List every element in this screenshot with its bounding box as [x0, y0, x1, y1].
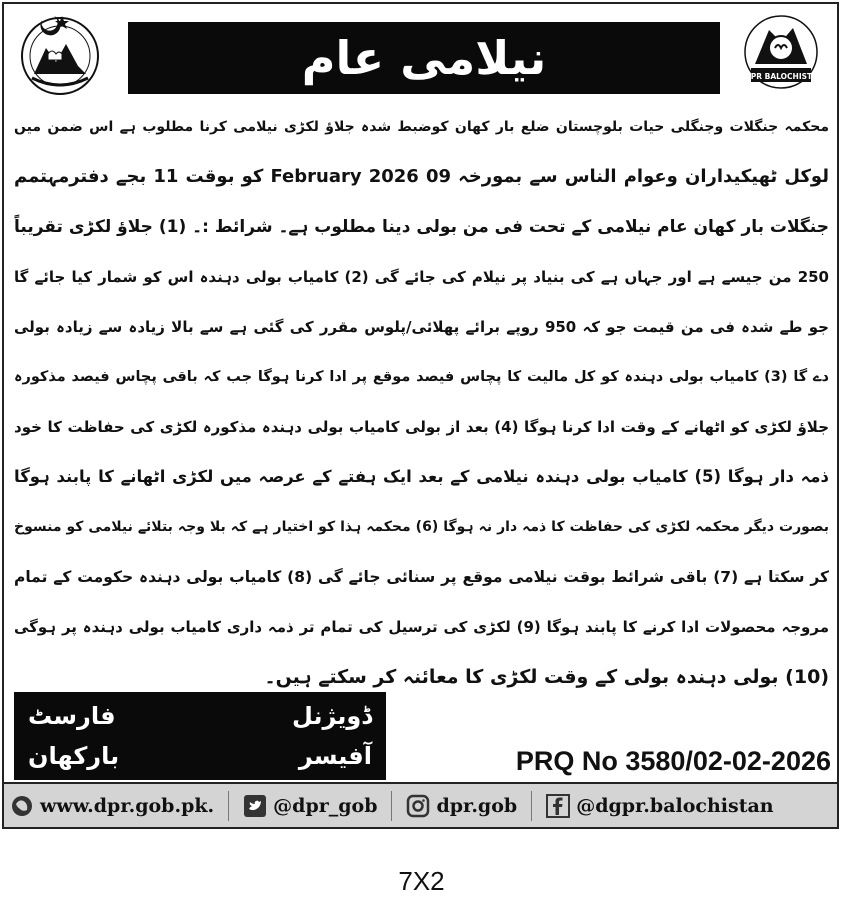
ad-size-label: 7X2 — [398, 866, 445, 896]
notice-line: مروجہ محصولات ادا کرنے کا پابند ہوگا (9) لکڑی کی ترسیل کی تمام تر ذمہ داری کامیاب بولی دہندہ پر ہوگی — [14, 618, 829, 636]
twitter-icon — [243, 794, 267, 818]
prq-number: PRQ No 3580/02-02-2026 — [515, 746, 831, 776]
globe-icon — [10, 794, 34, 818]
instagram-icon — [406, 794, 430, 818]
twitter-text: @dpr_gob — [273, 794, 378, 817]
signatory-block — [14, 692, 386, 780]
signatory-line-1: ڈویژنل فارسٹ — [28, 702, 372, 730]
notice-body — [14, 102, 829, 702]
facebook-text: @dgpr.balochistan — [576, 794, 774, 817]
website-link[interactable] — [10, 794, 214, 818]
footer-divider — [228, 791, 229, 821]
notice-line: جو طے شدہ فی من قیمت جو کہ 950 روپے برائے پھلائی/پلوس مقرر کی گئی ہے سے بالا زیادہ سے زیادہ بولی — [14, 318, 829, 336]
facebook-icon — [546, 794, 570, 818]
header — [4, 4, 837, 100]
balochistan-emblem-icon — [12, 8, 108, 100]
notice-line: جنگلات بار کھان عام نیلامی کے تحت فی من بولی دینا مطلوب ہے۔ شرائط :۔ (1) جلاؤ لکڑی تقریباً — [14, 217, 829, 237]
footer-divider — [391, 791, 392, 821]
advertisement-frame — [2, 2, 839, 829]
facebook-link[interactable] — [546, 794, 773, 818]
dgpr-logo-icon — [733, 8, 829, 100]
notice-line: کر سکتا ہے (7) باقی شرائط بوقت نیلامی موقع پر سنائی جائے گی (8) کامیاب بولی دہندہ حکومت کے تمام — [14, 568, 829, 586]
notice-line: دے گا (3) کامیاب بولی دہندہ کو کل مالیت کا پچاس فیصد موقع پر ادا کرنا ہوگا جب کہ باقی پچاس فیصد مذکورہ — [14, 369, 829, 385]
notice-line: 250 من جیسے ہے اور جہاں ہے کی بنیاد پر نیلام کی جائے گی (2) کامیاب بولی دہندہ اس کو شمار کیا جائے گا — [14, 268, 829, 286]
twitter-link[interactable] — [243, 794, 377, 818]
notice-title: نیلامی عام — [128, 22, 720, 94]
dgpr-logo-text: DGPR BALOCHISTAN — [738, 72, 824, 81]
notice-line: جلاؤ لکڑی کو اٹھانے کے وقت ادا کرنا ہوگا (4) بعد از بولی کامیاب بولی دہندہ مذکورہ لکڑی کی حفاظت کا خود — [14, 418, 829, 436]
footer-bar — [4, 782, 837, 827]
notice-line: (10) بولی دہندہ بولی کے وقت لکڑی کا معائنہ کر سکتے ہیں۔ — [264, 666, 829, 688]
notice-line: ذمہ دار ہوگا (5) کامیاب بولی دہندہ نیلامی کے بعد ایک ہفتے کے عرصہ میں لکڑی اٹھانے کا پابند ہوگا — [14, 467, 829, 486]
instagram-text: dpr.gob — [436, 794, 518, 817]
notice-line: محکمہ جنگلات وجنگلی حیات بلوچستان ضلع بار کھان کوضبط شدہ جلاؤ لکڑی نیلامی کرنا مطلوب ہے اس ضمن میں — [14, 119, 829, 135]
instagram-link[interactable] — [406, 794, 517, 818]
notice-line: لوکل ٹھیکیداران وعوام الناس سے بمورخہ 09 February 2026 کو بوقت 11 بجے دفترمہتمم — [14, 166, 829, 187]
website-text: www.dpr.gob.pk. — [40, 794, 215, 817]
footer-divider — [531, 791, 532, 821]
signatory-line-2: آفیسر بارکھان — [28, 742, 372, 770]
notice-line: بصورت دیگر محکمہ لکڑی کی حفاظت کا ذمہ دار نہ ہوگا (6) محکمہ ہذا کو اختیار ہے کہ بلا وجہ بتلائے نیلامی کو منسوخ — [14, 519, 829, 535]
